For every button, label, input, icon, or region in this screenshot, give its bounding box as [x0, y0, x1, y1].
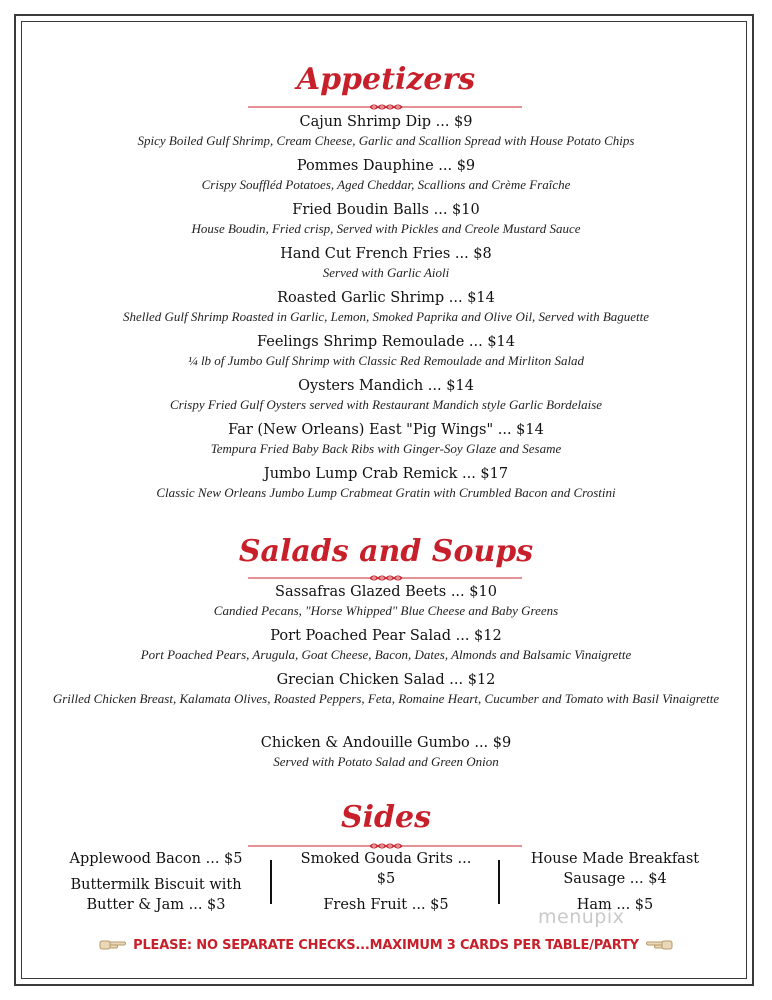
footer-notice-text: PLEASE: NO SEPARATE CHECKS...MAXIMUM 3 CARDS PER TABLE/PARTY: [133, 937, 639, 953]
item-name: Hand Cut French Fries ... $8: [280, 246, 492, 262]
side-item: Fresh Fruit ... $5: [323, 897, 449, 913]
item-name: Pommes Dauphine ... $9: [296, 158, 476, 174]
side-item: Smoked Gouda Grits ...: [300, 851, 472, 867]
sides-column-left: [58, 849, 254, 915]
appetizers-title: Appetizers: [296, 62, 476, 97]
item-description: Spicy Boiled Gulf Shrimp, Cream Cheese, Garlic and Scallion Spread with House Potato Chips: [137, 133, 635, 148]
item-description: Tempura Fried Baby Back Ribs with Ginger-Soy Glaze and Sesame: [210, 441, 562, 456]
pointing-hand-right-icon: [99, 938, 127, 952]
column-separator: [270, 860, 272, 904]
menu-item: [40, 670, 732, 707]
item-description: House Boudin, Fried crisp, Served with Pickles and Creole Mustard Sauce: [191, 221, 581, 236]
item-description: Crispy Fried Gulf Oysters served with Restaurant Mandich style Garlic Bordelaise: [169, 397, 603, 412]
menu-item: [40, 376, 732, 413]
side-item: $5: [376, 871, 396, 887]
item-name: Cajun Shrimp Dip ... $9: [299, 114, 473, 130]
item-description: Crispy Souffléd Potatoes, Aged Cheddar, Scallions and Crème Fraîche: [201, 177, 571, 192]
side-item: Ham ... $5: [576, 897, 654, 913]
item-name: Feelings Shrimp Remoulade ... $14: [256, 334, 516, 350]
item-description: Candied Pecans, "Horse Whipped" Blue Cheese and Baby Greens: [213, 603, 559, 618]
menu-item: [40, 464, 732, 501]
menu-item: [40, 420, 732, 457]
side-item: House Made Breakfast: [530, 851, 700, 867]
menu-item: [40, 288, 732, 325]
column-separator: [498, 860, 500, 904]
item-description: Port Poached Pears, Arugula, Goat Cheese, Bacon, Dates, Almonds and Balsamic Vinaigrette: [140, 647, 632, 662]
side-item: Buttermilk Biscuit with: [70, 877, 242, 893]
menu-item: [40, 156, 732, 193]
item-name: Jumbo Lump Crab Remick ... $17: [263, 466, 509, 482]
sides-column-middle: [284, 849, 488, 915]
item-name: Roasted Garlic Shrimp ... $14: [277, 290, 495, 306]
item-name: Grecian Chicken Salad ... $12: [276, 672, 496, 688]
item-name: Far (New Orleans) East "Pig Wings" ... $14: [228, 422, 544, 438]
item-description: Served with Garlic Aioli: [322, 265, 450, 280]
watermark: menupix: [538, 906, 625, 928]
item-name: Chicken & Andouille Gumbo ... $9: [260, 735, 512, 751]
side-item: Sausage ... $4: [563, 871, 667, 887]
pointing-hand-left-icon: [645, 938, 673, 952]
item-description: Grilled Chicken Breast, Kalamata Olives, Roasted Peppers, Feta, Romaine Heart, Cucumber and Tomato with Basil Vinaigrette: [52, 691, 720, 706]
side-item: Butter & Jam ... $3: [86, 897, 226, 913]
item-description: Served with Potato Salad and Green Onion: [273, 754, 499, 769]
item-name: Fried Boudin Balls ... $10: [292, 202, 480, 218]
menu-item: [40, 112, 732, 149]
item-name: Oysters Mandich ... $14: [298, 378, 474, 394]
menu-item: [40, 332, 732, 369]
item-name: Sassafras Glazed Beets ... $10: [275, 584, 497, 600]
ornament-divider-icon: [248, 574, 522, 582]
item-description: Shelled Gulf Shrimp Roasted in Garlic, Lemon, Smoked Paprika and Olive Oil, Served with Baguette: [122, 309, 650, 324]
item-description: Classic New Orleans Jumbo Lump Crabmeat Gratin with Crumbled Bacon and Crostini: [156, 485, 616, 500]
menu-item: [40, 582, 732, 619]
side-item: Applewood Bacon ... $5: [69, 851, 243, 867]
footer-notice: [0, 936, 772, 954]
menu-item: [40, 626, 732, 663]
item-description: ¼ lb of Jumbo Gulf Shrimp with Classic Red Remoulade and Mirliton Salad: [187, 353, 585, 368]
item-name: Port Poached Pear Salad ... $12: [270, 628, 502, 644]
menu-item: [40, 733, 732, 770]
ornament-divider-icon: [248, 103, 522, 111]
menu-item: [40, 200, 732, 237]
menu-item: [40, 244, 732, 281]
salads-title: Salads and Soups: [238, 534, 534, 569]
sides-title: Sides: [340, 800, 431, 835]
